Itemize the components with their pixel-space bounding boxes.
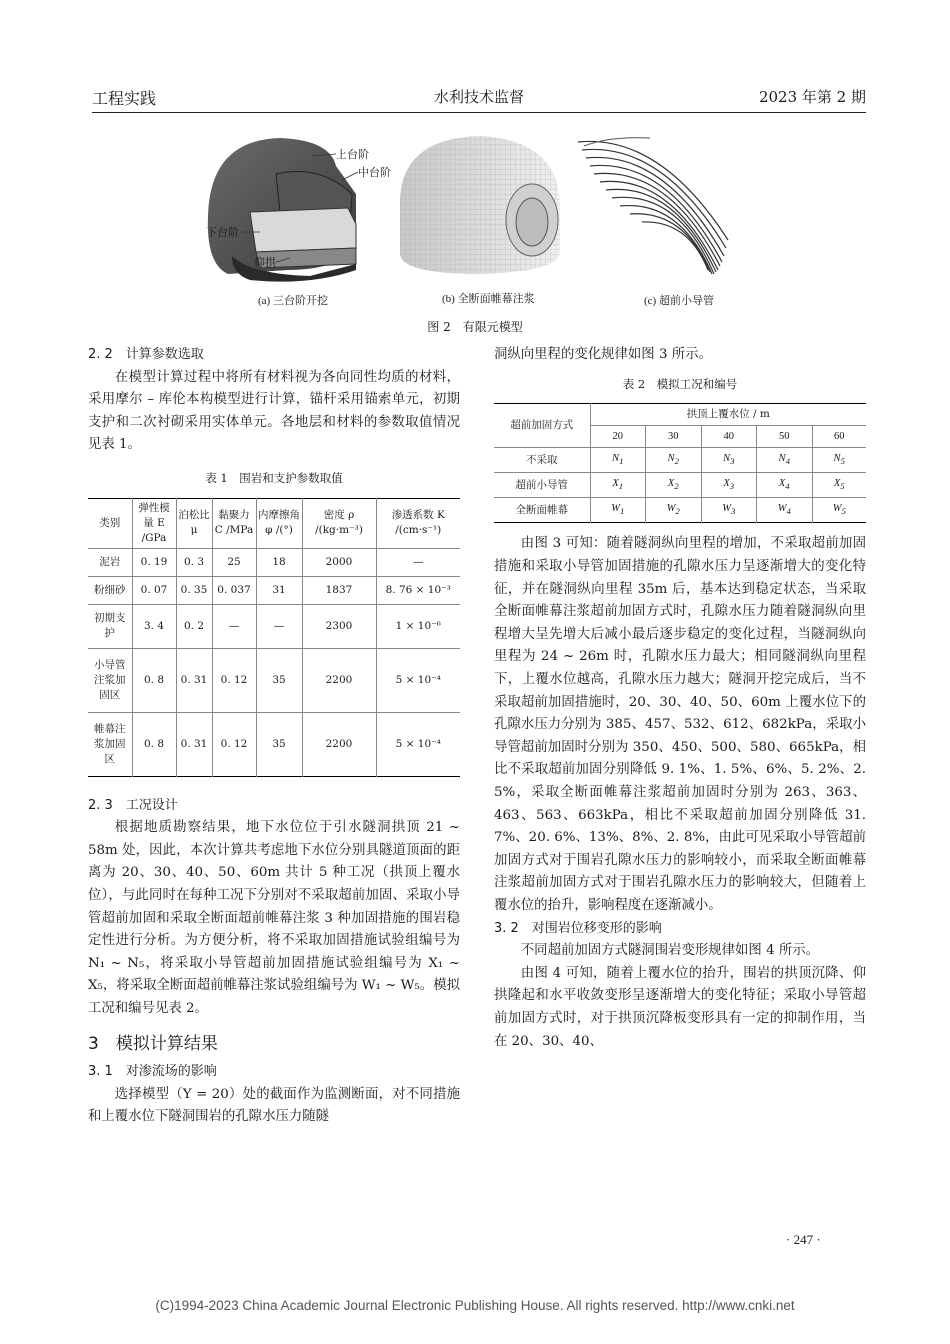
section-3-2-heading: 3. 2 对围岩位移变形的影响 bbox=[494, 920, 662, 936]
cell-index: 5 bbox=[840, 456, 845, 467]
table-cell bbox=[812, 448, 866, 473]
cell-letter: X bbox=[778, 478, 786, 490]
cell-index: 1 bbox=[619, 456, 624, 467]
cell-letter: N bbox=[667, 453, 675, 465]
small-pipe-model bbox=[578, 138, 728, 274]
table-cell: 泥岩 bbox=[88, 548, 132, 576]
caption-a: (a) 三台阶开挖 bbox=[258, 295, 328, 307]
cell-index: 3 bbox=[730, 506, 736, 517]
cell-letter: N bbox=[778, 453, 786, 465]
table-cell bbox=[812, 498, 866, 523]
section-3-2-paragraph-1: 不同超前加固方式隧洞围岩变形规律如图 4 所示。 bbox=[520, 943, 820, 959]
table-cell: 2300 bbox=[302, 604, 376, 648]
cell-index: 2 bbox=[674, 481, 679, 492]
table-1 bbox=[88, 498, 460, 777]
table-cell: 8. 76 × 10⁻³ bbox=[376, 576, 460, 604]
table-cell: — bbox=[376, 548, 460, 576]
t1-h-cohesion: 黏聚力 C /MPa bbox=[212, 498, 256, 548]
section-3-1-paragraph: 选择模型（Y = 20）处的截面作为监测断面，对不同措施和上覆水位下隧洞围岩的孔隙水压力随隧 bbox=[88, 1086, 460, 1125]
page-number: · 247 · bbox=[786, 1232, 821, 1247]
table-cell bbox=[646, 498, 702, 523]
cell-index: 5 bbox=[840, 481, 845, 492]
cell-index: 2 bbox=[675, 506, 680, 517]
cell-index: 1 bbox=[619, 506, 625, 517]
cell-letter: W bbox=[722, 503, 731, 515]
table-cell: 35 bbox=[256, 712, 302, 776]
table-cell bbox=[590, 473, 646, 498]
cell-letter: X bbox=[833, 478, 841, 490]
table-cell: 0. 31 bbox=[176, 648, 212, 712]
table-cell: 31 bbox=[256, 576, 302, 604]
cell-letter: W bbox=[666, 503, 676, 515]
table-cell: 5 × 10⁻⁴ bbox=[376, 648, 460, 712]
section-2-2-heading: 2. 2 计算参数选取 bbox=[88, 347, 204, 362]
table-row bbox=[88, 712, 460, 776]
header-section: 工程实践 bbox=[92, 89, 157, 108]
left-column bbox=[88, 344, 460, 1129]
table-cell bbox=[590, 448, 646, 473]
table-cell: 初期支护 bbox=[88, 604, 132, 648]
table-cell: 0. 12 bbox=[212, 712, 256, 776]
header-issue: 2023 年第 2 期 bbox=[758, 88, 866, 106]
label-lower-bench: 下台阶 bbox=[206, 226, 239, 239]
t2-level: 40 bbox=[701, 426, 757, 448]
cell-letter: N bbox=[833, 453, 841, 465]
analysis-paragraph: 由图 3 可知：随着隧洞纵向里程的增加，不采取超前加固措施和采取小导管加固措施的孔隙水压力呈逐渐增大的变化特征，并在隧洞纵向里程 35m 后，基本达到稳定状态，当采取全断面帷幕注浆超前加固方式时，孔隙水压力随着隧洞纵向里程增大呈先增大后减小最后逐步稳定的变化过程，当隧洞纵向里程为 24 ~ 26m 时，孔隙水压力最大；相同隧洞纵向里程下，上覆水位越高，孔隙水压力越大；隧洞开挖完成后，当不采取超前加固措施时，20、30、40、50、60m 上覆水位下的孔隙水压力分别为 385、457、532、612、682kPa，采取小导管超前加固时分别为 350、450、500、580、665kPa，相比不采取超前加固分别降低 9. 1%、1. 5%、6%、5. 2%、2. 5%，采取全断面帷幕注浆超前加固时分别为 263、363、463、563、663kPa，相比不采取超前加固分别降低 31. 7%、20. 6%、13%、8%、2. 8%，由此可见采取小导管超前加固方式对于围岩孔隙水压力的影响较小，而采取全断面帷幕注浆超前加固方式对于围岩孔隙水压力的影响较大，但随着上覆水位的抬升，影响程度在逐渐减小。 bbox=[494, 536, 866, 913]
t2-level: 20 bbox=[590, 426, 646, 448]
cell-letter: X bbox=[612, 478, 619, 490]
t2-method: 超前小导管 bbox=[494, 473, 590, 498]
table-cell: 1837 bbox=[302, 576, 376, 604]
table-cell: 0. 12 bbox=[212, 648, 256, 712]
cell-index: 5 bbox=[841, 506, 846, 517]
section-2-2-paragraph: 在模型计算过程中将所有材料视为各向同性均质的材料，采用摩尔 – 库伦本构模型进行计算，锚杆采用锚索单元，初期支护和二次衬砌采用实体单元。各地层和材料的参数取值情况见表 1。 bbox=[88, 369, 460, 453]
table-cell: — bbox=[256, 604, 302, 648]
table-cell bbox=[646, 473, 702, 498]
cell-letter: W bbox=[832, 503, 842, 515]
table-cell: 0. 07 bbox=[132, 576, 176, 604]
section-3-2-paragraph-2: 由图 4 可知，随着上覆水位的抬升，围岩的拱顶沉降、仰拱隆起和水平收敛变形呈逐渐增大的变化特征；采取小导管超前加固方式时，对于拱顶沉降板变形具有一定的抑制作用，当在 20、30、40、 bbox=[494, 965, 866, 1049]
figure-2-title: 图 2 有限元模型 bbox=[427, 320, 523, 334]
right-column bbox=[494, 344, 866, 1053]
table-cell bbox=[701, 473, 757, 498]
cell-index: 4 bbox=[785, 481, 790, 492]
table-cell: 2200 bbox=[302, 648, 376, 712]
table-cell bbox=[757, 473, 813, 498]
caption-b: (b) 全断面帷幕注浆 bbox=[442, 293, 535, 305]
header-rule bbox=[92, 112, 866, 113]
table-cell bbox=[812, 473, 866, 498]
table-cell bbox=[701, 498, 757, 523]
copyright-footer: (C)1994-2023 China Academic Journal Electronic Publishing House. All rights reserved. http://www.cnki.net bbox=[155, 1298, 795, 1313]
table-cell: 3. 4 bbox=[132, 604, 176, 648]
table-row bbox=[88, 576, 460, 604]
table-row bbox=[88, 604, 460, 648]
cell-letter: N bbox=[723, 453, 731, 465]
table-cell: 0. 3 bbox=[176, 548, 212, 576]
t1-h-density: 密度 ρ /(kg·m⁻³) bbox=[302, 498, 376, 548]
table-cell bbox=[757, 448, 813, 473]
section-3-1-heading: 3. 1 对渗流场的影响 bbox=[88, 1064, 217, 1080]
caption-c: (c) 超前小导管 bbox=[644, 295, 714, 307]
t2-level: 50 bbox=[757, 426, 813, 448]
table-2-header bbox=[494, 404, 866, 426]
table-cell: 0. 35 bbox=[176, 576, 212, 604]
table-row bbox=[88, 648, 460, 712]
t2-method: 全断面帷幕 bbox=[494, 498, 590, 523]
t2-group-header: 拱顶上覆水位 / m bbox=[590, 404, 866, 426]
table-row bbox=[494, 448, 866, 473]
section-3-heading: 3 模拟计算结果 bbox=[88, 1033, 218, 1054]
table-cell: 0. 8 bbox=[132, 712, 176, 776]
section-2-3-heading: 2. 3 工况设计 bbox=[88, 797, 178, 813]
table-cell: 2000 bbox=[302, 548, 376, 576]
t1-h-permeability: 渗透系数 K /(cm·s⁻¹) bbox=[376, 498, 460, 548]
t2-method: 不采取 bbox=[494, 448, 590, 473]
header-journal: 水利技术监督 bbox=[433, 88, 524, 106]
cell-index: 2 bbox=[674, 456, 679, 467]
figure-2 bbox=[180, 124, 780, 330]
continued-paragraph: 洞纵向里程的变化规律如图 3 所示。 bbox=[494, 347, 712, 362]
table-cell: 0. 037 bbox=[212, 576, 256, 604]
table-cell: 35 bbox=[256, 648, 302, 712]
table-2-title: 表 2 模拟工况和编号 bbox=[622, 376, 738, 391]
cell-letter: N bbox=[612, 453, 620, 465]
table-1-header bbox=[88, 498, 460, 548]
table-2 bbox=[494, 403, 866, 523]
table-row bbox=[88, 548, 460, 576]
cell-letter: W bbox=[611, 503, 620, 515]
t2-corner: 超前加固方式 bbox=[494, 404, 590, 448]
table-cell: 1 × 10⁻⁶ bbox=[376, 604, 460, 648]
label-invert: 仰拱 bbox=[254, 256, 276, 269]
cell-letter: X bbox=[667, 478, 675, 490]
section-2-3-paragraph: 根据地质勘察结果，地下水位位于引水隧洞拱顶 21 ~ 58m 处，因此，本次计算共考虑地下水位分别具隧道顶面的距离为 20、30、40、50、60m 共计 5 种工况（拱顶上覆水位），与此同时在每种工况下分别对不采取超前加固、采取小导管超前加固和采取全断面超前帷幕注浆 3 种加固措施的围岩稳定性进行分析。为方便分析，将不采取加固措施试验组编号为 N₁ ~ N₅，将采取小导管超前加固措施试验组编号为 X₁ ~ X₅，将采取全断面超前帷幕注浆试验组编号为 W₁ ~ W₅。模拟工况和编号见表 2。 bbox=[88, 820, 460, 1016]
label-middle-bench: 中台阶 bbox=[358, 166, 391, 179]
cell-index: 3 bbox=[730, 456, 735, 467]
t1-h-friction: 内摩擦角 φ /(°) bbox=[256, 498, 302, 548]
table-cell bbox=[701, 448, 757, 473]
t1-h-modulus: 弹性模量 E /GPa bbox=[132, 498, 176, 548]
table-cell: 2200 bbox=[302, 712, 376, 776]
table-cell: 0. 19 bbox=[132, 548, 176, 576]
cell-letter: W bbox=[777, 503, 787, 515]
t2-level: 30 bbox=[646, 426, 702, 448]
table-cell: 18 bbox=[256, 548, 302, 576]
table-cell: 帷幕注浆加固区 bbox=[88, 712, 132, 776]
t1-h-category: 类别 bbox=[88, 498, 132, 548]
table-row bbox=[494, 473, 866, 498]
table-cell: 0. 31 bbox=[176, 712, 212, 776]
curtain-grouting-model bbox=[400, 136, 560, 274]
label-upper-bench: 上台阶 bbox=[336, 148, 369, 161]
table-cell bbox=[646, 448, 702, 473]
cell-letter: X bbox=[723, 478, 730, 490]
table-cell: 0. 8 bbox=[132, 648, 176, 712]
t1-h-poisson: 泊松比 μ bbox=[176, 498, 212, 548]
running-header bbox=[92, 86, 866, 110]
table-cell: — bbox=[212, 604, 256, 648]
table-1-title: 表 1 围岩和支护参数取值 bbox=[205, 470, 343, 485]
table-cell: 5 × 10⁻⁴ bbox=[376, 712, 460, 776]
cell-index: 4 bbox=[786, 506, 791, 517]
table-cell: 小导管注浆加固区 bbox=[88, 648, 132, 712]
cell-index: 4 bbox=[785, 456, 790, 467]
table-cell: 25 bbox=[212, 548, 256, 576]
table-cell: 粉细砂 bbox=[88, 576, 132, 604]
table-cell: 0. 2 bbox=[176, 604, 212, 648]
table-cell bbox=[757, 498, 813, 523]
cell-index: 1 bbox=[618, 481, 624, 492]
cell-index: 3 bbox=[729, 481, 735, 492]
t2-level: 60 bbox=[812, 426, 866, 448]
table-row bbox=[494, 498, 866, 523]
table-cell bbox=[590, 498, 646, 523]
